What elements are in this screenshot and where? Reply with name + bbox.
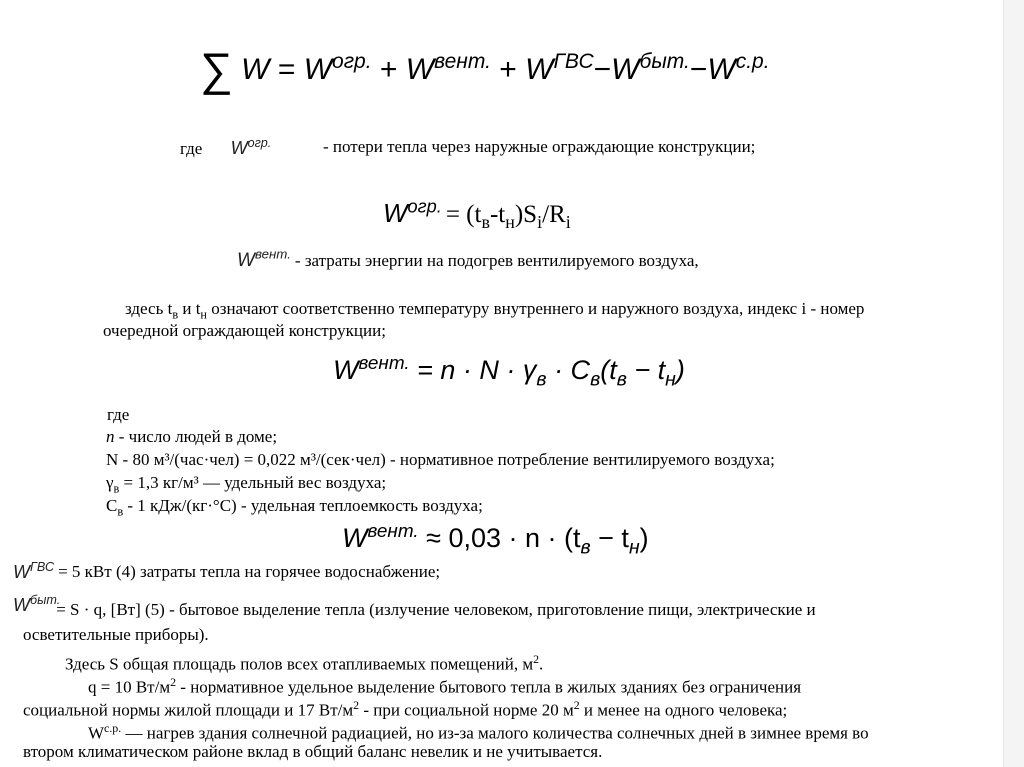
formula-approx-minus: − t	[590, 523, 629, 553]
formula-vent-paren: (t	[600, 355, 617, 385]
term-sup: быт.	[639, 50, 690, 73]
s-line	[65, 649, 543, 675]
ogr-mid: )S	[514, 200, 538, 228]
formula-vent	[333, 355, 685, 390]
symbol-w: W	[13, 562, 30, 582]
formula-approx-rhs: ≈ 0,03 · n · (t	[426, 523, 581, 553]
term-sign: +	[379, 53, 398, 86]
formula-approx-sup: вент.	[367, 521, 419, 542]
formula-approx-close: )	[639, 523, 649, 553]
q-line2	[23, 695, 787, 721]
symbol-sup: вент.	[254, 247, 291, 262]
term-sup: вент.	[434, 50, 491, 73]
formula-vent-close: )	[675, 355, 685, 385]
sub: в	[117, 504, 124, 519]
sr-line2: втором климатическом районе вклад в общий баланс невелик и не учитывается.	[23, 742, 603, 761]
ogr-slash: /R	[542, 200, 566, 228]
byt-text: = S · q, [Вт] (5) - бытовое выделение тепла (излучение человеком, приготовление пищи, электрические и	[56, 600, 816, 619]
sub: в	[113, 481, 120, 496]
vent-line	[237, 248, 699, 271]
sub: в	[172, 307, 179, 322]
sub: в	[536, 368, 547, 391]
sub: i	[537, 211, 543, 232]
gvs-text: = 5 кВт (4) затраты тепла на горячее водоснабжение;	[58, 562, 441, 581]
term-w: W	[303, 53, 333, 86]
main-formula	[200, 43, 770, 95]
def-n-text: - число людей в доме;	[114, 427, 278, 446]
sup: 2	[353, 698, 360, 712]
here-p2: и t	[178, 299, 201, 318]
byt-line	[13, 593, 824, 619]
formula-ogr-sup: огр.	[407, 196, 442, 216]
where-label: где	[180, 139, 203, 158]
s-end: .	[539, 654, 544, 674]
def-gamma-text: = 1,3 кг/м³ — удельный вес воздуха;	[119, 473, 387, 492]
formula-approx-w: W	[342, 523, 368, 553]
sub: в	[481, 211, 490, 232]
sub: в	[616, 368, 627, 391]
term-sign: +	[499, 53, 517, 86]
sup: 2	[573, 698, 580, 712]
sub: н	[628, 536, 640, 559]
total-w: W	[241, 53, 270, 86]
sr-text: — нагрев здания солнечной радиацией, но из-за малого количества солнечных дней в зимнее время во	[121, 723, 869, 743]
where-line	[180, 136, 272, 159]
term-sign: −	[593, 53, 612, 86]
formula-vent-rhs: = n · N · γ	[417, 355, 537, 385]
equals: =	[277, 53, 296, 86]
symbol-w: W	[230, 138, 248, 158]
q-l2c: и менее на одного человека;	[579, 700, 788, 720]
sub: н	[200, 307, 207, 322]
formula-vent-c: · C	[546, 355, 591, 385]
sr-symbol: W	[88, 723, 105, 743]
sup: 2	[170, 675, 177, 689]
sub: в	[590, 368, 601, 391]
def-c-symbol: С	[106, 496, 118, 515]
sum-symbol: ∑	[200, 43, 233, 95]
byt-line2: осветительные приборы).	[23, 625, 209, 644]
here-paragraph-line2: очередной ограждающей конструкции;	[103, 321, 386, 340]
sub: н	[665, 368, 676, 391]
ogr-dash: -t	[489, 200, 506, 228]
def-gamma-symbol: γ	[106, 473, 114, 492]
sub: i	[565, 211, 571, 232]
def-N: N - 80 м³/(час·чел) = 0,022 м³/(сек·чел) - нормативное потребление вентилируемого воздуха;	[106, 450, 775, 469]
here-p3: означают соответственно температуру внутреннего и наружного воздуха, индекс i - номер	[206, 299, 865, 318]
here-p1: здесь t	[125, 299, 173, 318]
sup: с.р.	[104, 721, 122, 735]
formula-ogr-w: W	[383, 197, 408, 228]
q-p2: - нормативное удельное выделение бытового тепла в жилых зданиях без ограничения	[176, 677, 802, 697]
where-text: - потери тепла через наружные ограждающие конструкции;	[323, 137, 756, 156]
def-n	[106, 427, 277, 447]
sr-line1	[88, 718, 869, 744]
sub: в	[580, 536, 591, 559]
formula-approx	[342, 523, 649, 558]
q-l2b: - при социальной норме 20 м	[359, 700, 574, 720]
symbol-w: W	[13, 595, 30, 615]
def-gamma	[106, 473, 386, 498]
term-w: W	[405, 53, 435, 86]
symbol-w: W	[237, 250, 255, 272]
q-line1	[88, 672, 801, 698]
scrollbar[interactable]	[1003, 0, 1024, 767]
q-p1: q = 10 Вт/м	[88, 677, 171, 697]
term-w: W	[611, 53, 640, 86]
gvs-line	[13, 561, 440, 583]
def-c-text: - 1 кДж/(кг·°С) - удельная теплоемкость воздуха;	[123, 496, 483, 515]
formula-vent-minus: − t	[626, 355, 666, 385]
sup: 2	[533, 652, 540, 666]
term-sup: ГВС	[553, 50, 594, 73]
formula-vent-sup: вент.	[358, 353, 410, 374]
ogr-rhs: = (t	[445, 200, 482, 228]
def-n-symbol: n	[106, 427, 115, 446]
defs-where: где	[107, 405, 130, 424]
sub: н	[505, 211, 515, 232]
symbol-sup: ГВС	[30, 560, 55, 574]
vent-text: - затраты энергии на подогрев вентилируемого воздуха,	[294, 251, 699, 271]
q-l2a: социальной нормы жилой площади и 17 Вт/м	[23, 700, 354, 720]
term-w: W	[525, 53, 554, 86]
s-text: Здесь S общая площадь полов всех отапливаемых помещений, м	[65, 654, 534, 674]
formula-vent-w: W	[333, 355, 359, 385]
formula-ogr	[383, 197, 571, 233]
term-sup: с.р.	[735, 50, 770, 73]
term-w: W	[707, 53, 736, 86]
term-sign: −	[689, 53, 708, 86]
symbol-sup: быт.	[30, 593, 61, 607]
symbol-sup: огр.	[247, 136, 272, 150]
def-c	[106, 496, 483, 521]
term-sup: огр.	[332, 50, 372, 73]
